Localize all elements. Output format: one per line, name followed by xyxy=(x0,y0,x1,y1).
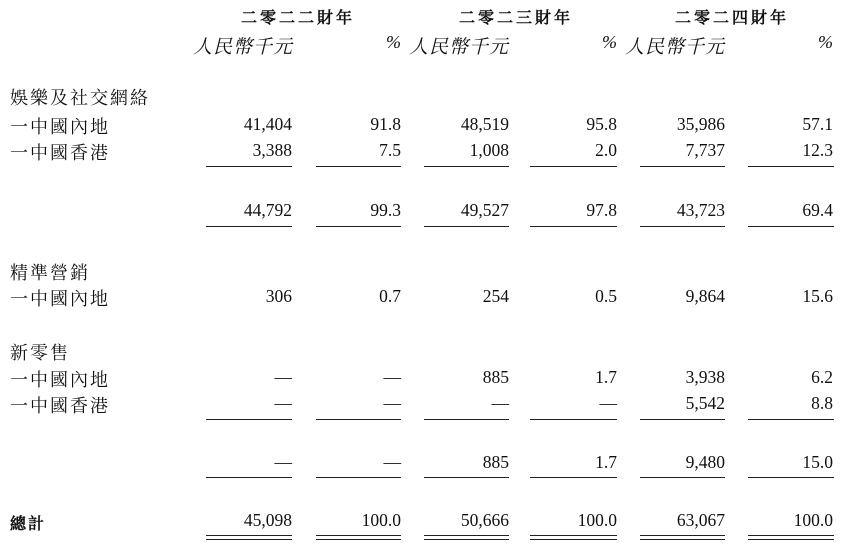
total-label: 總計 xyxy=(10,514,47,533)
pct-header-fy2022: % xyxy=(386,32,401,52)
subtotal-cell: 885 xyxy=(482,452,509,472)
table-cell: 35,986 xyxy=(676,114,725,134)
divider xyxy=(316,477,401,478)
total-cell: 100.0 xyxy=(361,510,401,530)
table-cell: — xyxy=(274,393,292,413)
table-cell: 41,404 xyxy=(243,114,292,134)
table-cell: 91.8 xyxy=(370,114,401,134)
table-cell: 6.2 xyxy=(811,367,833,387)
table-cell: 3,388 xyxy=(252,140,292,160)
table-cell: — xyxy=(491,393,509,413)
total-cell: 50,666 xyxy=(460,510,509,530)
double-underline xyxy=(206,539,292,540)
table-cell: 306 xyxy=(265,286,292,306)
table-cell: 48,519 xyxy=(460,114,509,134)
pct-header-fy2024: % xyxy=(818,32,833,52)
double-underline xyxy=(640,535,725,536)
divider xyxy=(316,166,401,167)
section-title-retail: 新零售 xyxy=(10,343,70,363)
table-cell: 2.0 xyxy=(595,140,617,160)
double-underline xyxy=(530,539,617,540)
double-underline xyxy=(316,535,401,536)
unit-header-fy2022: 人民幣千元 xyxy=(193,37,294,58)
total-cell: 100.0 xyxy=(577,510,617,530)
divider xyxy=(424,226,509,227)
double-underline xyxy=(316,539,401,540)
subtotal-cell: 99.3 xyxy=(370,200,401,220)
divider xyxy=(206,477,292,478)
divider xyxy=(316,419,401,420)
section-title-entertainment: 娛樂及社交網絡 xyxy=(10,88,150,108)
table-cell: 1,008 xyxy=(469,140,509,160)
subtotal-cell: 43,723 xyxy=(676,200,725,220)
subtotal-cell: — xyxy=(274,452,292,472)
double-underline xyxy=(424,535,509,536)
section-title-marketing: 精準營銷 xyxy=(10,263,90,283)
row-label: 一中國內地 xyxy=(10,117,110,137)
table-cell: — xyxy=(274,367,292,387)
year-header-fy2024: 二零二四財年 xyxy=(675,8,790,27)
year-header-fy2023: 二零二三財年 xyxy=(459,8,574,27)
double-underline xyxy=(424,539,509,540)
row-label: 一中國內地 xyxy=(10,370,110,390)
double-underline xyxy=(748,535,834,536)
table-cell: 254 xyxy=(482,286,509,306)
subtotal-cell: 97.8 xyxy=(586,200,617,220)
subtotal-cell: 9,480 xyxy=(685,452,725,472)
divider xyxy=(206,226,292,227)
double-underline xyxy=(206,535,292,536)
total-cell: 63,067 xyxy=(676,510,725,530)
subtotal-cell: 15.0 xyxy=(802,452,833,472)
table-cell: 7,737 xyxy=(685,140,725,160)
divider xyxy=(316,226,401,227)
divider xyxy=(424,419,509,420)
row-label: 一中國香港 xyxy=(10,396,110,416)
table-cell: 3,938 xyxy=(685,367,725,387)
divider xyxy=(530,419,617,420)
divider xyxy=(530,226,617,227)
divider xyxy=(640,419,725,420)
double-underline xyxy=(748,539,834,540)
table-cell: 15.6 xyxy=(802,286,833,306)
table-cell: — xyxy=(599,393,617,413)
table-cell: 8.8 xyxy=(811,393,833,413)
divider xyxy=(530,477,617,478)
table-cell: 12.3 xyxy=(802,140,833,160)
divider xyxy=(640,477,725,478)
divider xyxy=(748,166,834,167)
table-cell: 0.7 xyxy=(379,286,401,306)
table-cell: 95.8 xyxy=(586,114,617,134)
row-label: 一中國香港 xyxy=(10,143,110,163)
subtotal-cell: — xyxy=(383,452,401,472)
divider xyxy=(640,166,725,167)
table-cell: 5,542 xyxy=(685,393,725,413)
total-cell: 45,098 xyxy=(243,510,292,530)
total-cell: 100.0 xyxy=(793,510,833,530)
year-header-fy2022: 二零二二財年 xyxy=(241,8,356,27)
divider xyxy=(748,419,834,420)
subtotal-cell: 44,792 xyxy=(243,200,292,220)
divider xyxy=(206,419,292,420)
table-cell: 0.5 xyxy=(595,286,617,306)
divider xyxy=(640,226,725,227)
subtotal-cell: 49,527 xyxy=(460,200,509,220)
table-cell: 885 xyxy=(482,367,509,387)
double-underline xyxy=(530,535,617,536)
divider xyxy=(206,166,292,167)
unit-header-fy2023: 人民幣千元 xyxy=(409,37,510,58)
table-cell: 9,864 xyxy=(685,286,725,306)
divider xyxy=(748,477,834,478)
table-cell: — xyxy=(383,393,401,413)
pct-header-fy2023: % xyxy=(602,32,617,52)
unit-header-fy2024: 人民幣千元 xyxy=(625,37,726,58)
double-underline xyxy=(640,539,725,540)
table-cell: 1.7 xyxy=(595,367,617,387)
table-cell: — xyxy=(383,367,401,387)
table-cell: 57.1 xyxy=(802,114,833,134)
subtotal-cell: 1.7 xyxy=(595,452,617,472)
divider xyxy=(424,477,509,478)
row-label: 一中國內地 xyxy=(10,289,110,309)
divider xyxy=(424,166,509,167)
table-cell: 7.5 xyxy=(379,140,401,160)
divider xyxy=(530,166,617,167)
divider xyxy=(748,226,834,227)
subtotal-cell: 69.4 xyxy=(802,200,833,220)
